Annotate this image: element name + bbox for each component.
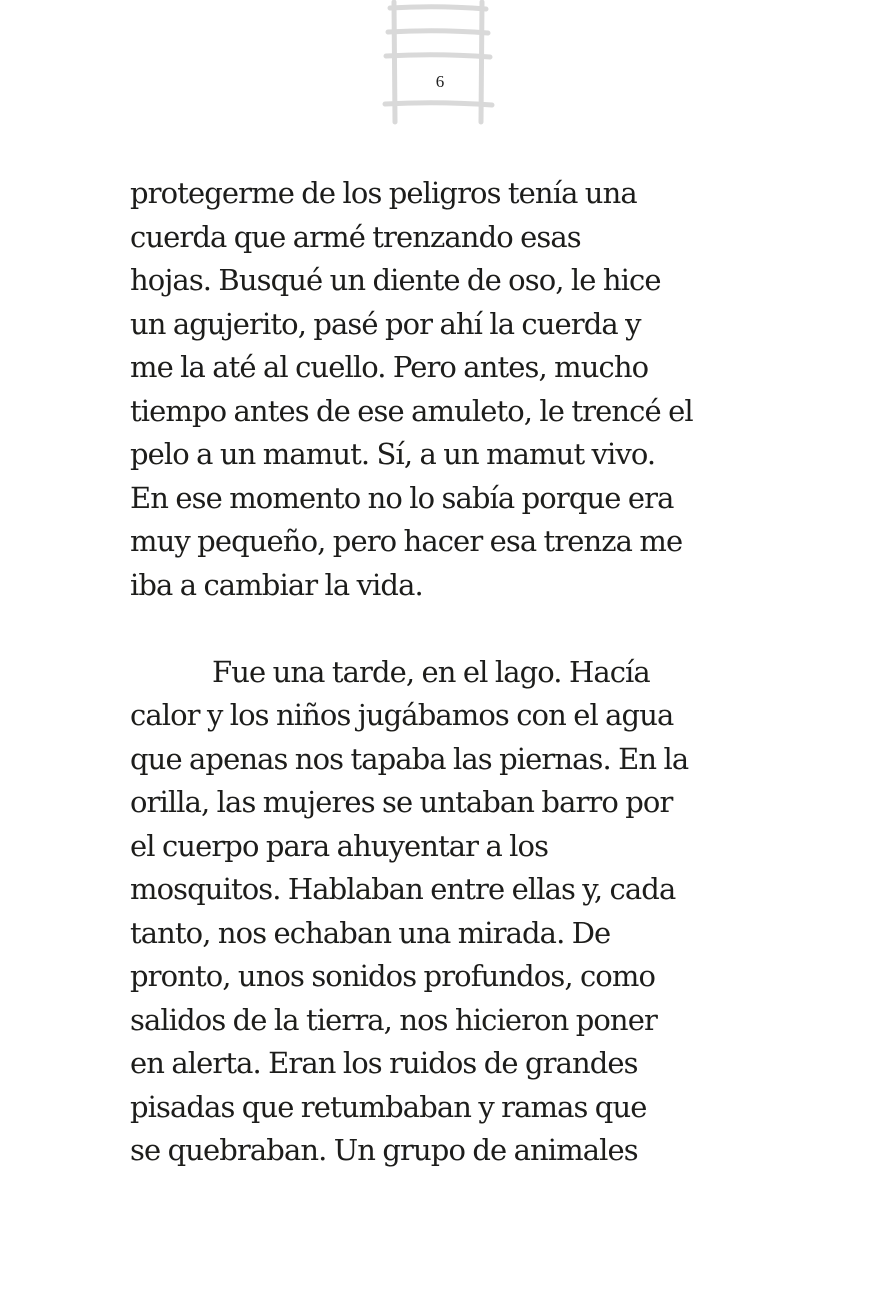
paragraph xyxy=(130,172,770,607)
text-line: tiempo antes de ese amuleto, le trencé el xyxy=(130,393,693,428)
text-line: En ese momento no lo sabía porque era xyxy=(130,480,674,515)
text-line: tanto, nos echaban una mirada. De xyxy=(130,915,611,950)
paragraph xyxy=(130,651,770,1173)
text-line: iba a cambiar la vida. xyxy=(130,567,423,602)
text-line: orilla, las mujeres se untaban barro por xyxy=(130,785,673,819)
text-line: Fue una tarde, en el lago. Hacía xyxy=(212,654,650,689)
text-line: en alerta. Eran los ruidos de grandes xyxy=(130,1046,638,1080)
paragraph-gap xyxy=(130,607,770,651)
text-line: salidos de la tierra, nos hicieron poner xyxy=(130,1002,657,1037)
text-line: calor y los niños jugábamos con el agua xyxy=(130,698,674,732)
text-line: me la até al cuello. Pero antes, mucho xyxy=(130,350,649,384)
text-line: hojas. Busqué un diente de oso, le hice xyxy=(130,263,661,297)
ladder-ornament-icon xyxy=(380,0,500,130)
text-line: protegerme de los peligros tenía una xyxy=(130,176,637,210)
text-line: que apenas nos tapaba las piernas. En la xyxy=(130,741,689,776)
text-line: pelo a un mamut. Sí, a un mamut vivo. xyxy=(130,437,656,471)
text-line: cuerda que armé trenzando esas xyxy=(130,219,581,254)
text-line: se quebraban. Un grupo de animales xyxy=(130,1133,638,1167)
text-line: pronto, unos sonidos profundos, como xyxy=(130,959,656,993)
page-number: 6 xyxy=(435,72,445,91)
text-line: pisadas que retumbaban y ramas que xyxy=(130,1089,647,1124)
text-line: el cuerpo para ahuyentar a los xyxy=(130,828,549,863)
text-line: mosquitos. Hablaban entre ellas y, cada xyxy=(130,872,676,906)
body-text xyxy=(130,172,770,1173)
text-line: un agujerito, pasé por ahí la cuerda y xyxy=(130,306,641,341)
text-line: muy pequeño, pero hacer esa trenza me xyxy=(130,524,683,558)
page-header xyxy=(380,0,500,130)
